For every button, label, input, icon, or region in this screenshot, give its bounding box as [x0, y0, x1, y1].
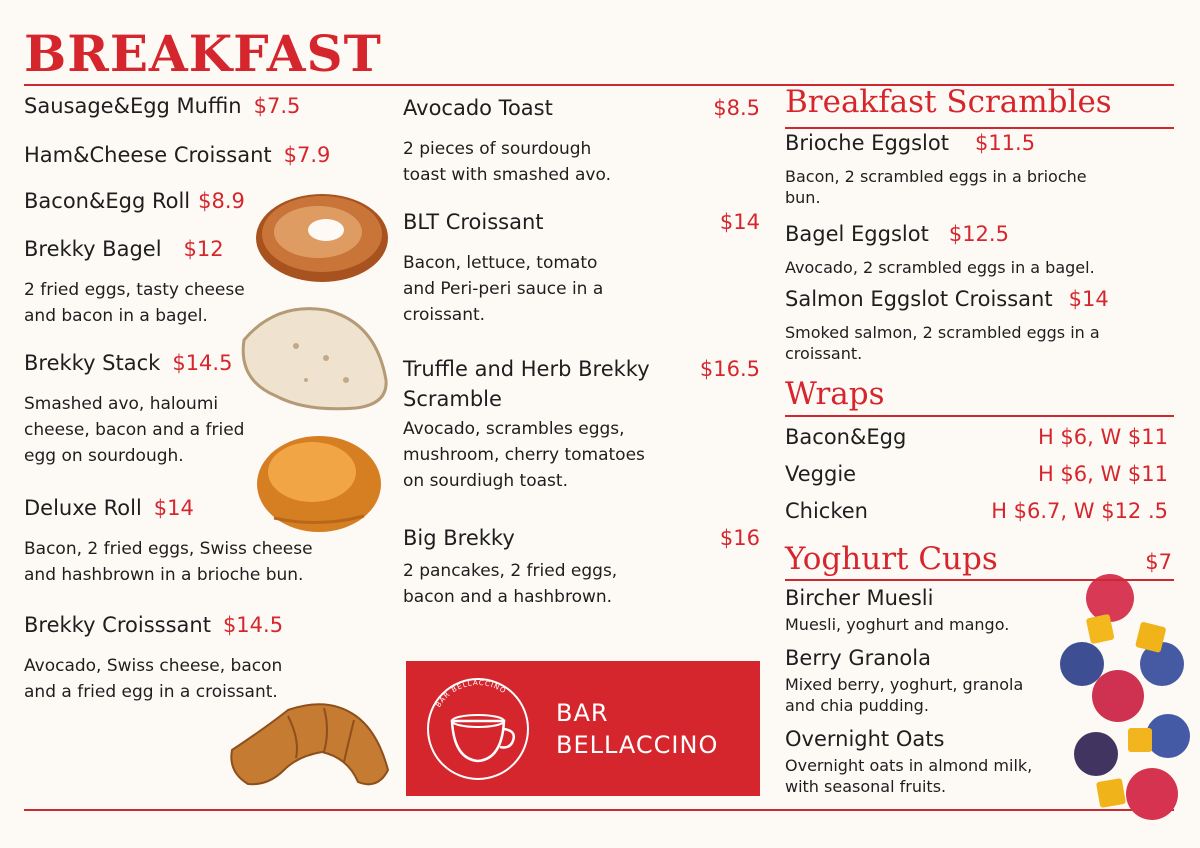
item-price: $14: [1068, 287, 1109, 311]
menu-item-blt-croissant: [403, 210, 760, 234]
menu-item-bircher-muesli: Bircher Muesli: [785, 586, 934, 610]
menu-item-brioche-eggslot: [785, 131, 1035, 155]
item-name: Deluxe Roll: [24, 496, 142, 520]
yoghurt-divider: [785, 579, 1174, 581]
donut-illustration: [252, 190, 392, 286]
item-name: Big Brekky: [403, 526, 515, 550]
section-title-yoghurt: [785, 541, 1174, 577]
menu-item-truffle-herb-scramble: [403, 354, 760, 414]
item-price: $16.5: [699, 357, 760, 381]
item-description: 2 pieces of sourdough toast with smashed avo.: [403, 139, 611, 185]
item-description: 2 pancakes, 2 fried eggs, bacon and a hashbrown.: [403, 561, 618, 607]
footer-divider: [24, 809, 1174, 811]
menu-item-overnight-oats: Overnight Oats: [785, 727, 945, 751]
menu-item-berry-granola: Berry Granola: [785, 646, 931, 670]
page-title: BREAKFAST: [24, 24, 382, 83]
svg-text:BAR BELLACCINO: BAR BELLACCINO: [434, 678, 508, 709]
item-description: 2 fried eggs, tasty cheese and bacon in a bagel.: [24, 280, 245, 326]
menu-item-salmon-eggslot-croissant: [785, 287, 1109, 311]
menu-item-avocado-toast: [403, 96, 760, 120]
berries-illustration: [1058, 568, 1198, 830]
item-description: Bacon, 2 scrambled eggs in a brioche bun.: [785, 167, 1087, 207]
wraps-divider: [785, 415, 1174, 417]
item-description: Avocado, Swiss cheese, bacon and a fried egg in a croissant.: [24, 656, 283, 702]
item-description: Smoked salmon, 2 scrambled eggs in a croissant.: [785, 323, 1100, 363]
item-price: H $6, W $11: [1037, 462, 1168, 486]
item-name: Sausage&Egg Muffin: [24, 94, 242, 118]
item-name: Veggie: [785, 462, 857, 486]
item-price: $12.5: [948, 222, 1009, 246]
brand-name: BAR BELLACCINO: [556, 698, 719, 759]
item-name: Bacon&Egg: [785, 425, 907, 449]
menu-item-deluxe-roll: [24, 496, 194, 520]
item-description: Avocado, 2 scrambled eggs in a bagel.: [785, 258, 1095, 277]
menu-item-sausage-egg-muffin: [24, 94, 300, 118]
item-name: Bacon&Egg Roll: [24, 189, 191, 213]
item-description: Muesli, yoghurt and mango.: [785, 615, 1010, 634]
item-name: Chicken: [785, 499, 868, 523]
item-description: Avocado, scrambles eggs, mushroom, cherry tomatoes on sourdiugh toast.: [403, 419, 645, 491]
scrambles-divider: [785, 127, 1174, 129]
item-price: $14: [719, 210, 760, 234]
brand-logo-box: [406, 661, 760, 796]
item-description: Overnight oats in almond milk, with seasonal fruits.: [785, 756, 1033, 796]
coffee-cup-logo-icon: [424, 675, 532, 783]
item-description: Bacon, 2 fried eggs, Swiss cheese and hashbrown in a brioche bun.: [24, 539, 313, 585]
section-title-wraps: Wraps: [785, 376, 885, 412]
item-name: BLT Croissant: [403, 210, 544, 234]
menu-item-big-brekky: [403, 526, 760, 550]
item-price: $14.5: [172, 351, 233, 375]
bun-illustration: [254, 430, 384, 534]
item-price: $7.5: [253, 94, 301, 118]
item-price: $11.5: [974, 131, 1036, 155]
menu-item-bacon-egg-wrap: [785, 425, 1168, 449]
menu-item-veggie-wrap: [785, 462, 1168, 486]
item-description: Bacon, lettuce, tomato and Peri-peri sauce in a croissant.: [403, 253, 604, 325]
item-price: $7.9: [283, 143, 331, 167]
bread-illustration: [236, 300, 390, 412]
item-price: H $6.7, W $12 .5: [991, 499, 1168, 523]
item-name: Ham&Cheese Croissant: [24, 143, 272, 167]
menu-item-brekky-bagel: [24, 237, 224, 261]
item-price: $14: [153, 496, 194, 520]
item-price: $12: [183, 237, 224, 261]
item-name: Bagel Eggslot: [785, 222, 929, 246]
item-name: Truffle and Herb Brekky Scramble: [403, 357, 650, 411]
menu-item-bagel-eggslot: [785, 222, 1009, 246]
item-name: Brekky Stack: [24, 351, 161, 375]
item-name: Avocado Toast: [403, 96, 553, 120]
item-description: Smashed avo, haloumi cheese, bacon and a fried egg on sourdough.: [24, 394, 245, 466]
item-price: $14.5: [222, 613, 284, 637]
item-price: H $6, W $11: [1037, 425, 1168, 449]
menu-item-bacon-egg-roll: [24, 189, 245, 213]
menu-item-brekky-stack: [24, 351, 232, 375]
item-price: $8.5: [713, 96, 760, 120]
item-name: Brioche Eggslot: [785, 131, 949, 155]
menu-item-ham-cheese-croissant: [24, 143, 330, 167]
item-name: Salmon Eggslot Croissant: [785, 287, 1053, 311]
item-price: $16: [719, 526, 760, 550]
item-name: Brekky Croisssant: [24, 613, 211, 637]
croissant-illustration: [228, 700, 394, 804]
menu-item-chicken-wrap: [785, 499, 1168, 523]
item-name: Brekky Bagel: [24, 237, 162, 261]
yoghurt-price: $7: [1145, 550, 1172, 574]
section-title-scrambles: Breakfast Scrambles: [785, 84, 1112, 120]
menu-item-brekky-croissant: [24, 613, 283, 637]
item-description: Mixed berry, yoghurt, granola and chia pudding.: [785, 675, 1024, 715]
yoghurt-title: Yoghurt Cups: [785, 541, 998, 577]
item-price: $8.9: [198, 189, 245, 213]
